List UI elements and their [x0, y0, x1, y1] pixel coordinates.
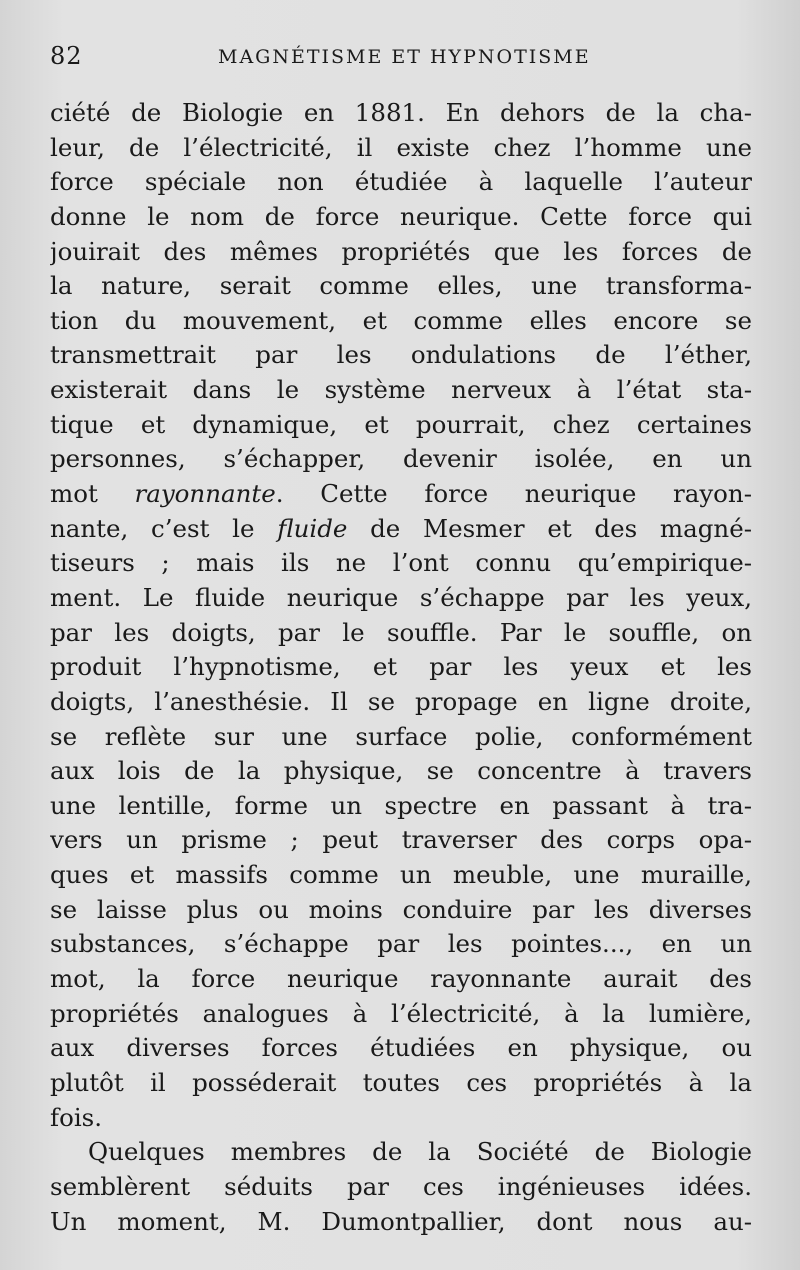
text-line: vers un prisme ; peut traverser des corps opa-	[50, 825, 752, 855]
text-line: personnes, s’échapper, devenir isolée, en un	[50, 444, 752, 474]
text-line: existerait dans le système nerveux à l’état sta-	[50, 375, 752, 405]
italic-term: fluide	[277, 513, 348, 543]
text-line: fois.	[50, 1102, 103, 1132]
text-line: la nature, serait comme elles, une transforma-	[50, 271, 752, 301]
text-line: se laisse plus ou moins conduire par les diverses	[50, 894, 752, 924]
paragraph-first-line: Quelques membres de la Société de Biologie	[88, 1137, 752, 1167]
page-number: 82	[50, 42, 83, 70]
running-head: MAGNÉTISME ET HYPNOTISME	[218, 46, 591, 68]
text-line: ques et massifs comme un meuble, une muraille,	[50, 860, 752, 890]
text-line: ment. Le fluide neurique s’échappe par les yeux,	[50, 582, 752, 612]
text-line: doigts, l’anesthésie. Il se propage en ligne droite,	[50, 686, 752, 716]
text-line	[50, 512, 752, 547]
text-line: leur, de l’électricité, il existe chez l’homme une	[50, 132, 752, 162]
text-line: produit l’hypnotisme, et par les yeux et les	[50, 652, 752, 682]
text-line: semblèrent séduits par ces ingénieuses idées.	[50, 1171, 752, 1201]
text-line: force spéciale non étudiée à laquelle l’auteur	[50, 167, 752, 197]
text-line: transmettrait par les ondulations de l’éther,	[50, 340, 752, 370]
text-line: aux diverses forces étudiées en physique, ou	[50, 1033, 752, 1063]
text-line: donne le nom de force neurique. Cette force qui	[50, 201, 752, 231]
text-line: tique et dynamique, et pourrait, chez certaines	[50, 409, 752, 439]
text-line: mot, la force neurique rayonnante aurait des	[50, 964, 752, 994]
text-fragment: mot	[50, 479, 135, 509]
text-line: une lentille, forme un spectre en passant à tra-	[50, 790, 752, 820]
text-fragment: de Mesmer et des magné-	[347, 513, 752, 543]
text-line: tion du mouvement, et comme elles encore se	[50, 305, 752, 335]
italic-term: rayonnante	[134, 479, 276, 509]
text-line: ciété de Biologie en 1881. En dehors de la cha-	[50, 98, 752, 127]
text-line	[50, 477, 752, 512]
page-header	[50, 42, 750, 76]
text-line: tiseurs ; mais ils ne l’ont connu qu’empirique-	[50, 548, 752, 578]
text-line: substances, s’échappe par les pointes..., en un	[50, 929, 752, 959]
body-text	[50, 96, 752, 1239]
text-line: propriétés analogues à l’électricité, à la lumière,	[50, 998, 752, 1028]
text-line: jouirait des mêmes propriétés que les forces de	[50, 236, 752, 266]
text-line: Un moment, M. Dumontpallier, dont nous au-	[50, 1206, 752, 1236]
text-line: par les doigts, par le souffle. Par le souffle, on	[50, 617, 752, 647]
text-fragment: nante, c’est le	[50, 513, 278, 543]
text-fragment: . Cette force neurique rayon-	[275, 479, 752, 509]
text-line: aux lois de la physique, se concentre à travers	[50, 756, 752, 786]
text-line: plutôt il posséderait toutes ces propriétés à la	[50, 1067, 752, 1097]
text-line: se reflète sur une surface polie, conformément	[50, 721, 752, 751]
